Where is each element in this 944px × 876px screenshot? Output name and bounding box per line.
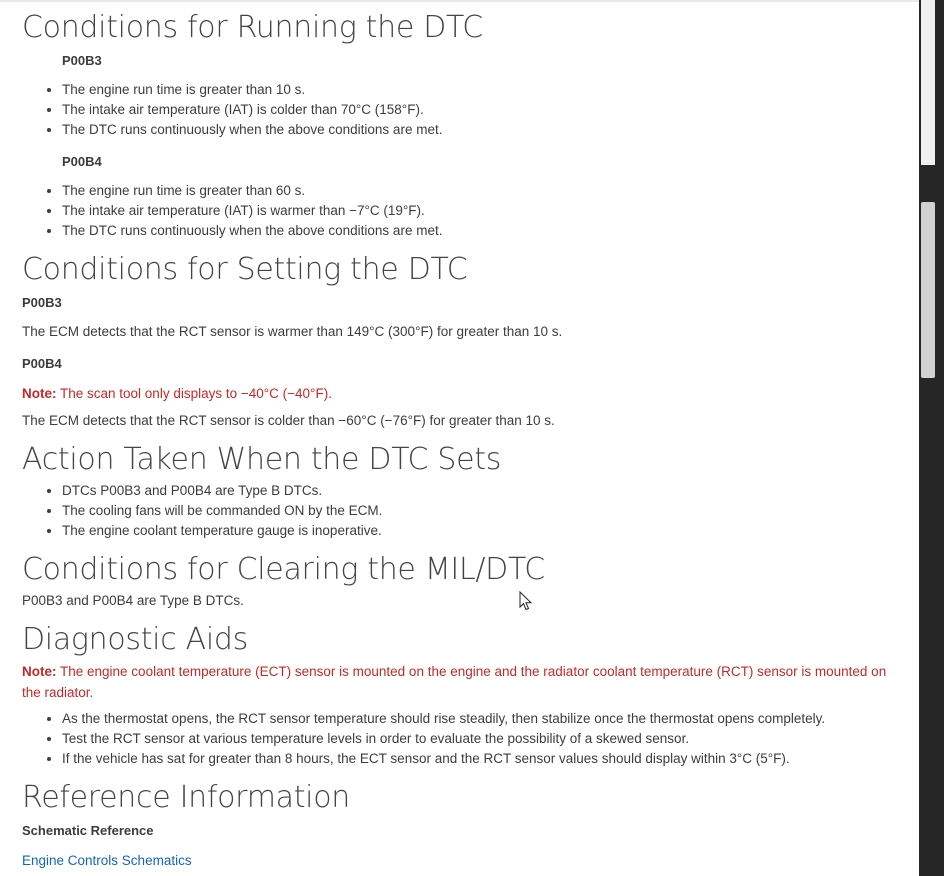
heading-clearing: Conditions for Clearing the MIL/DTC — [22, 552, 545, 587]
note-label: Note: — [22, 664, 57, 679]
heading-running: Conditions for Running the DTC — [22, 10, 483, 45]
action-list — [22, 481, 382, 541]
list-item: • The DTC runs continuously when the above conditions are met. — [62, 221, 442, 241]
heading-reference: Reference Information — [22, 780, 350, 815]
list-item: • As the thermostat opens, the RCT sensor temperature should rise steadily, then stabilize once the thermostat opens completely. — [62, 709, 825, 729]
list-item: • The intake air temperature (IAT) is colder than 70°C (158°F). — [62, 100, 442, 120]
heading-action: Action Taken When the DTC Sets — [22, 442, 502, 477]
list-item: • If the vehicle has sat for greater than 8 hours, the ECT sensor and the RCT sensor values should display within 3°C (5°F). — [62, 749, 825, 769]
schematic-reference-label: Schematic Reference — [22, 823, 154, 838]
list-item: • The DTC runs continuously when the above conditions are met. — [62, 120, 442, 140]
list-item: • DTCs P00B3 and P00B4 are Type B DTCs. — [62, 481, 382, 501]
running-p00b4-label: P00B4 — [62, 154, 102, 169]
setting-p00b4-text: The ECM detects that the RCT sensor is colder than −60°C (−76°F) for greater than 10 s. — [22, 413, 555, 428]
scrollbar-thumb[interactable] — [921, 202, 935, 378]
setting-p00b4-label: P00B4 — [22, 356, 62, 371]
aids-note — [22, 661, 906, 703]
list-item: • The engine coolant temperature gauge is inoperative. — [62, 521, 382, 541]
running-p00b4-list — [22, 181, 442, 241]
engine-controls-schematics-link[interactable]: Engine Controls Schematics — [22, 853, 192, 868]
mouse-cursor-icon — [519, 591, 533, 611]
aids-list — [22, 709, 825, 769]
list-item: • The engine run time is greater than 60 s. — [62, 181, 442, 201]
clearing-text: P00B3 and P00B4 are Type B DTCs. — [22, 593, 244, 608]
list-item: • The intake air temperature (IAT) is warmer than −7°C (19°F). — [62, 201, 442, 221]
section-running — [22, 11, 483, 45]
note-label: Note: — [22, 386, 57, 401]
list-item: • Test the RCT sensor at various temperature levels in order to evaluate the possibility of a skewed sensor. — [62, 729, 825, 749]
top-divider — [0, 0, 919, 2]
running-p00b3-list — [22, 80, 442, 140]
scrollbar-track-upper[interactable] — [921, 0, 935, 165]
setting-note — [22, 383, 332, 404]
running-p00b3-label: P00B3 — [62, 53, 102, 68]
heading-aids: Diagnostic Aids — [22, 622, 248, 657]
setting-p00b3-label: P00B3 — [22, 295, 62, 310]
note-text: The engine coolant temperature (ECT) sensor is mounted on the engine and the radiator coolant temperature (RCT) sensor is mounted on the radiator. — [22, 664, 887, 700]
heading-setting: Conditions for Setting the DTC — [22, 252, 468, 287]
setting-p00b3-text: The ECM detects that the RCT sensor is warmer than 149°C (300°F) for greater than 10 s. — [22, 324, 563, 339]
list-item: • The engine run time is greater than 10 s. — [62, 80, 442, 100]
list-item: • The cooling fans will be commanded ON by the ECM. — [62, 501, 382, 521]
note-text: The scan tool only displays to −40°C (−40°F). — [56, 386, 332, 401]
